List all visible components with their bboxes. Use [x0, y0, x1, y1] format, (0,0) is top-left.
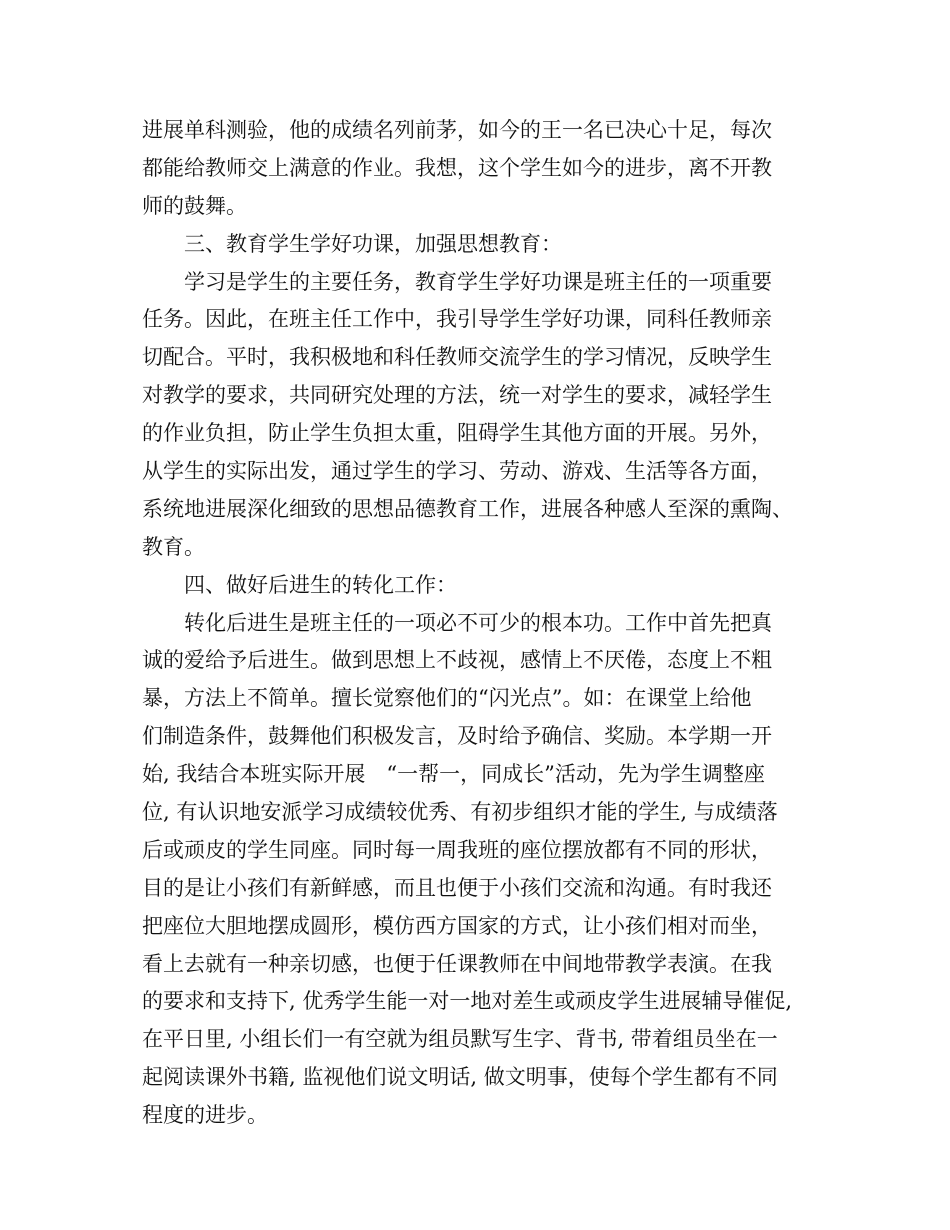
text-line: 暴，方法上不简单。擅长觉察他们的“闪光点”。如：在课堂上给他 [142, 686, 752, 711]
text-line: 从学生的实际出发，通过学生的学习、劳动、游戏、生活等各方面， [142, 459, 772, 484]
section-heading-3: 三、教育学生学好功课，加强思想教育： [142, 231, 562, 256]
text-line: 学习是学生的主要任务，教育学生学好功课是班主任的一项重要 [142, 269, 772, 294]
document-body [142, 112, 822, 1135]
section-heading-4: 四、做好后进生的转化工作： [142, 572, 457, 597]
text-line: 切配合。平时，我积极地和科任教师交流学生的学习情况，反映学生 [142, 345, 772, 370]
text-line: 始, 我结合本班实际开展 “一帮一，同成长”活动，先为学生调整座 [142, 762, 765, 787]
text-line: 转化后进生是班主任的一项必不可少的根本功。工作中首先把真 [142, 610, 772, 635]
text-line: 系统地进展深化细致的思想品德教育工作，进展各种感人至深的熏陶、 [142, 496, 793, 521]
text-line: 看上去就有一种亲切感，也便于任课教师在中间地带教学表演。在我 [142, 951, 772, 976]
text-line: 教育。 [142, 534, 205, 559]
text-line: 目的是让小孩们有新鲜感，而且也便于小孩们交流和沟通。有时我还 [142, 875, 772, 900]
text-line: 在平日里, 小组长们一有空就为组员默写生字、背书, 带着组员坐在一 [142, 1027, 778, 1052]
text-line: 都能给教师交上满意的作业。我想，这个学生如今的进步，离不开教 [142, 155, 772, 180]
text-line: 位, 有认识地安派学习成绩较优秀、有初步组织才能的学生, 与成绩落 [142, 800, 778, 825]
text-line: 任务。因此，在班主任工作中，我引导学生学好功课，同科任教师亲 [142, 307, 772, 332]
text-line: 师的鼓舞。 [142, 193, 247, 218]
text-line: 们制造条件，鼓舞他们积极发言，及时给予确信、奖励。本学期一开 [142, 724, 772, 749]
text-line: 的要求和支持下, 优秀学生能一对一地对差生或顽皮学生进展辅导催促, [142, 989, 793, 1014]
text-line: 后或顽皮的学生同座。同时每一周我班的座位摆放都有不同的形状， [142, 837, 772, 862]
text-line: 进展单科测验，他的成绩名列前茅，如今的王一名已决心十足，每次 [142, 118, 772, 142]
text-line: 诚的爱给予后进生。做到思想上不歧视，感情上不厌倦，态度上不粗 [142, 648, 772, 673]
text-line: 把座位大胆地摆成圆形，模仿西方国家的方式，让小孩们相对而坐， [142, 913, 772, 938]
text-line: 对教学的要求，共同研究处理的方法，统一对学生的要求，减轻学生 [142, 383, 772, 408]
text-line: 的作业负担，防止学生负担太重，阻碍学生其他方面的开展。另外， [142, 421, 772, 446]
text-line: 起阅读课外书籍, 监视他们说文明话, 做文明事，使每个学生都有不同 [142, 1065, 778, 1090]
text-line: 程度的进步。 [142, 1103, 268, 1128]
